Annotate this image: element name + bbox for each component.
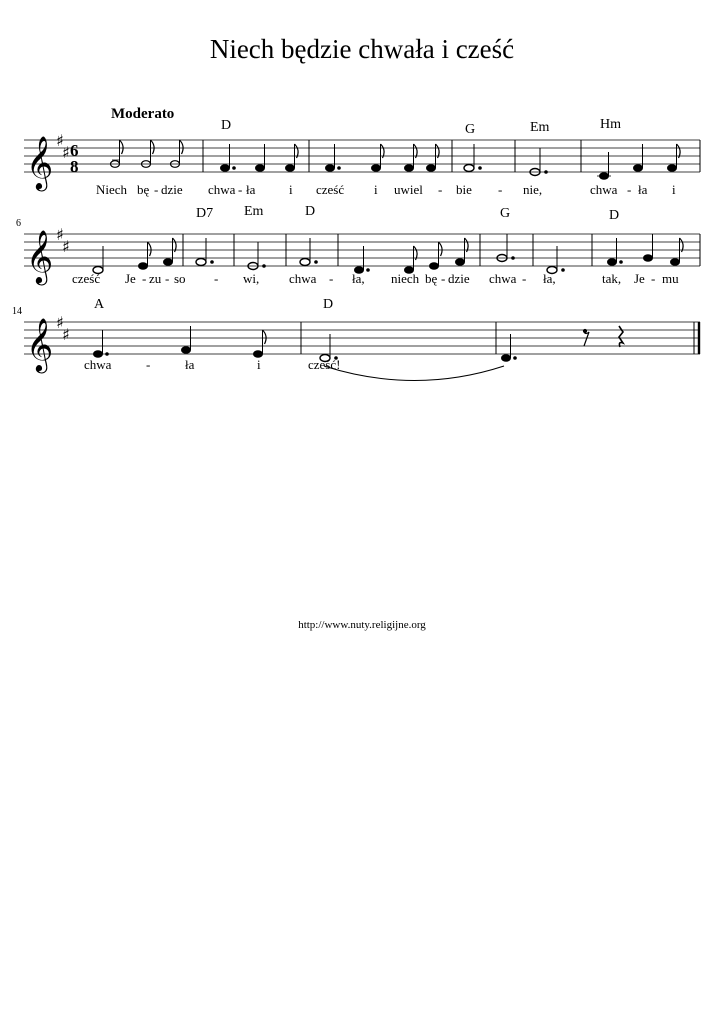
- lyric-syllable: cześć: [72, 271, 101, 286]
- lyric-syllable: bie: [456, 182, 472, 197]
- chord-symbol: G: [465, 122, 476, 137]
- lyric-syllable: mu: [662, 271, 679, 286]
- lyric-syllable: bę: [137, 182, 150, 197]
- chord-symbol: D: [323, 297, 334, 312]
- tie: [324, 366, 504, 381]
- lyric-syllable: nie,: [523, 182, 543, 197]
- lyric-hyphen: -: [329, 271, 334, 286]
- lyric-syllable: ła,: [352, 271, 365, 286]
- lyric-syllable: ła,: [543, 271, 556, 286]
- lyric-syllable: ła: [638, 182, 648, 197]
- lyric-syllable: tak,: [602, 271, 622, 286]
- svg-text:♯: ♯: [56, 225, 64, 244]
- chord-symbol: D7: [196, 206, 214, 221]
- svg-text:♯: ♯: [62, 237, 70, 256]
- lyric-syllable: Je: [125, 271, 136, 286]
- lyric-syllable: cześć!: [308, 357, 341, 372]
- staff-lines: [24, 322, 700, 354]
- notes: [111, 140, 681, 179]
- svg-text:♯: ♯: [56, 131, 64, 150]
- lyric-syllable: cześć: [316, 182, 345, 197]
- lyric-syllable: ła: [185, 357, 195, 372]
- lyric-syllable: Niech: [96, 182, 128, 197]
- lyric-syllable: chwa: [289, 271, 317, 286]
- staff-lines: [24, 140, 700, 172]
- quarter-rest-icon: [619, 326, 623, 347]
- lyric-syllable: bę: [425, 271, 438, 286]
- treble-clef-icon: 𝄞: [26, 229, 54, 283]
- chord-symbol: D: [305, 204, 316, 219]
- chord-symbol: Em: [530, 120, 550, 135]
- chord-symbol: D: [609, 208, 620, 223]
- tempo-marking: Moderato: [111, 106, 175, 122]
- lyric-syllable: i: [374, 182, 378, 197]
- lyric-hyphen: -: [522, 271, 527, 286]
- lyric-syllable: chwa: [489, 271, 517, 286]
- staff-lines: [24, 234, 700, 266]
- chord-symbol: Hm: [600, 117, 621, 132]
- lyric-syllable: zu: [149, 271, 162, 286]
- lyric-syllable: i: [289, 182, 293, 197]
- chord-symbol: A: [94, 297, 105, 312]
- lyric-syllable: chwa: [84, 357, 112, 372]
- lyric-hyphen: -: [154, 182, 159, 197]
- chord-symbol: G: [500, 206, 511, 221]
- staff-system-3: [24, 313, 700, 381]
- key-signature-sharps: [56, 313, 70, 344]
- lyric-hyphen: -: [627, 182, 632, 197]
- lyric-hyphen: -: [441, 271, 446, 286]
- lyric-syllable: chwa: [208, 182, 236, 197]
- lyric-syllable: uwiel: [394, 182, 423, 197]
- lyric-syllable: i: [672, 182, 676, 197]
- lyric-hyphen: -: [438, 182, 443, 197]
- chord-symbol: D: [221, 118, 232, 133]
- chord-symbol: Em: [244, 204, 264, 219]
- lyric-syllable: i: [257, 357, 261, 372]
- song-title: Niech będzie chwała i cześć: [209, 34, 515, 64]
- svg-text:♯: ♯: [56, 313, 64, 332]
- lyric-hyphen: -: [651, 271, 656, 286]
- lyric-syllable: so: [174, 271, 186, 286]
- notes: [94, 326, 624, 381]
- eighth-rest-icon: [584, 332, 589, 346]
- lyric-syllable: ła: [246, 182, 256, 197]
- svg-text:♯: ♯: [62, 143, 70, 162]
- lyric-hyphen: -: [214, 271, 219, 286]
- svg-text:8: 8: [70, 157, 79, 176]
- time-signature: [70, 141, 79, 176]
- key-signature-sharps: [56, 131, 70, 162]
- treble-clef-icon: 𝄞: [26, 135, 54, 189]
- lyric-hyphen: -: [142, 271, 147, 286]
- lyric-syllable: dzie: [448, 271, 470, 286]
- lyric-syllable: dzie: [161, 182, 183, 197]
- lyric-hyphen: -: [165, 271, 170, 286]
- lyric-syllable: chwa: [590, 182, 618, 197]
- footer-url: http://www.nuty.religijne.org: [298, 619, 426, 631]
- lyric-syllable: niech: [391, 271, 420, 286]
- lyric-hyphen: -: [146, 357, 151, 372]
- treble-clef-icon: 𝄞: [26, 317, 54, 371]
- measure-number: 6: [16, 218, 21, 229]
- lyric-syllable: wi,: [243, 271, 260, 286]
- measure-number: 14: [12, 306, 22, 317]
- lyric-syllable: Je: [634, 271, 645, 286]
- lyric-hyphen: -: [238, 182, 243, 197]
- notes: [93, 234, 683, 274]
- lyric-hyphen: -: [498, 182, 503, 197]
- svg-text:6: 6: [70, 141, 79, 160]
- svg-text:♯: ♯: [62, 325, 70, 344]
- key-signature-sharps: [56, 225, 70, 256]
